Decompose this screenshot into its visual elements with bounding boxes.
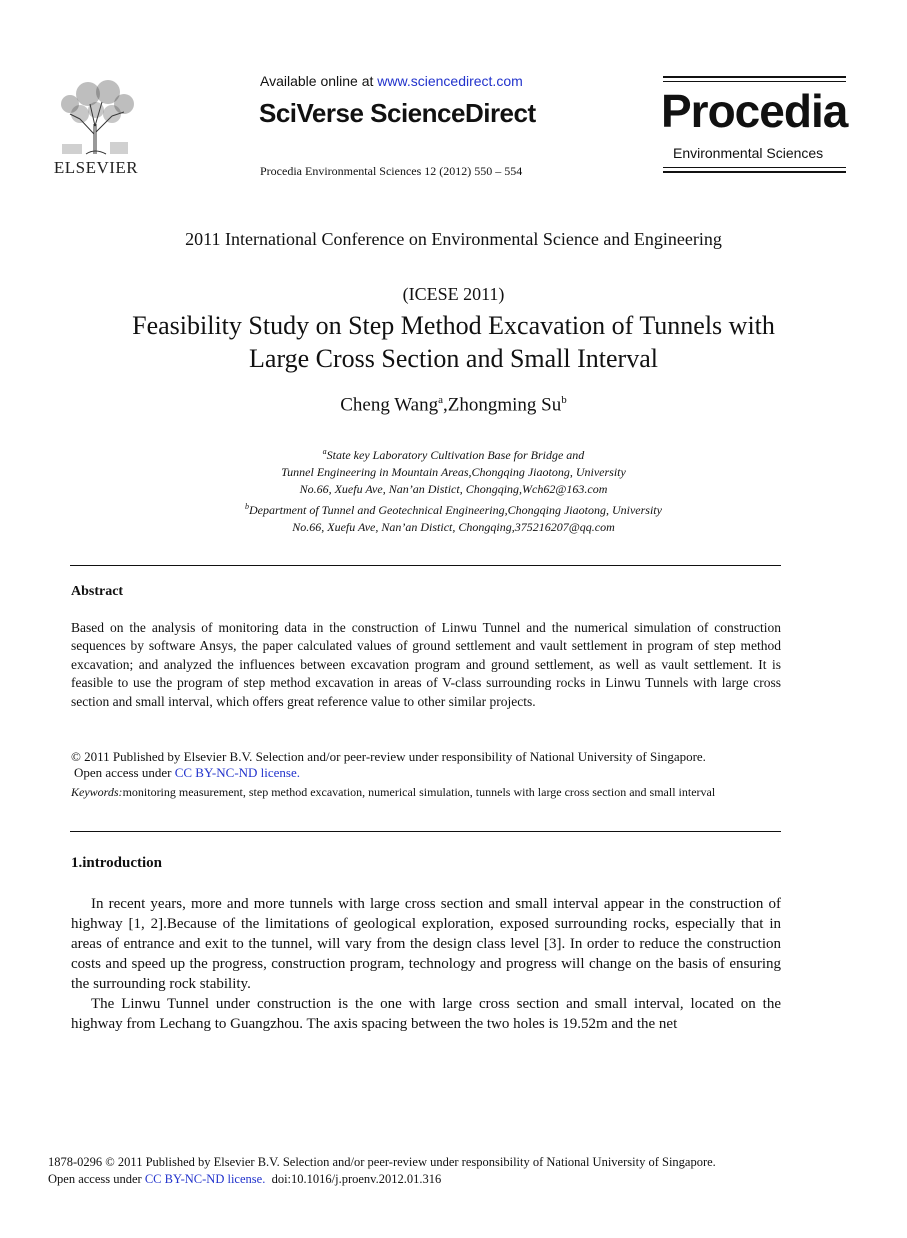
affil-a-marker: a bbox=[322, 447, 327, 456]
affil-a-text-1: State key Laboratory Cultivation Base for Bridge and bbox=[326, 448, 585, 462]
affiliations bbox=[0, 443, 907, 536]
brand-top-rule-2 bbox=[663, 81, 846, 82]
footer-license-link[interactable]: CC BY-NC-ND license. bbox=[144, 1172, 266, 1186]
keywords bbox=[71, 784, 761, 801]
author-1-affil: a bbox=[438, 394, 443, 406]
journal-reference: Procedia Environmental Sciences 12 (2012) 550 – 554 bbox=[260, 164, 523, 178]
abstract-top-rule bbox=[70, 565, 781, 566]
brand-bottom-rule-1 bbox=[663, 167, 846, 168]
introduction-body bbox=[71, 894, 781, 1034]
license-link[interactable]: CC BY-NC-ND license. bbox=[174, 765, 301, 780]
abstract-heading: Abstract bbox=[71, 584, 124, 599]
authors bbox=[0, 394, 907, 416]
author-2: Zhongming Su bbox=[447, 394, 562, 416]
abstract-bottom-rule bbox=[70, 831, 781, 832]
footer-license-line bbox=[48, 1172, 441, 1187]
intro-paragraph-1: In recent years, more and more tunnels with large cross section and small interval appear in the construction of highway [1, 2].Because of the limitations of geological exploration, exposed surrounding rocks, especially that in areas of entrance and exit to the tunnel, will vary from the design class level [3]. In order to reduce the construction costs and speed up the progress, construction program, technology and progress will change on the basis of ensuring the surrounding rock stability. bbox=[71, 896, 781, 992]
paper-title bbox=[50, 309, 857, 375]
procedia-brand: Procedia bbox=[661, 85, 848, 137]
conference-name: 2011 International Conference on Environmental Science and Engineering bbox=[185, 229, 722, 249]
publisher-wordmark: ELSEVIER bbox=[53, 158, 139, 177]
affil-a-line-3: No.66, Xuefu Ave, Nan’an Distict, Chongqing,Wch62@163.com bbox=[299, 482, 608, 496]
copyright-line: © 2011 Published by Elsevier B.V. Selection and/or peer-review under responsibility of National University of Singapore. bbox=[71, 749, 706, 764]
footer-doi: doi:10.1016/j.proenv.2012.01.316 bbox=[271, 1172, 442, 1186]
affil-b-marker: b bbox=[245, 502, 250, 511]
footer-copyright: 1878-0296 © 2011 Published by Elsevier B.V. Selection and/or peer-review under responsibility of National University of Singapore. bbox=[48, 1155, 716, 1169]
brand-top-rule-1 bbox=[663, 76, 846, 78]
open-access-line bbox=[74, 765, 300, 781]
open-access-prefix: Open access under bbox=[74, 765, 175, 780]
footer-open-access-prefix: Open access under bbox=[48, 1172, 145, 1186]
keywords-text: monitoring measurement, step method excavation, numerical simulation, tunnels with large cross section and small interval bbox=[122, 785, 716, 799]
affil-b-line-2: No.66, Xuefu Ave, Nan’an Distict, Chongqing,375216207@qq.com bbox=[292, 520, 615, 534]
introduction-heading: 1.introduction bbox=[71, 855, 162, 871]
platform-wordmark: SciVerse ScienceDirect bbox=[259, 98, 536, 128]
title-line-1: Feasibility Study on Step Method Excavation of Tunnels with bbox=[132, 311, 775, 340]
author-separator: , bbox=[443, 394, 448, 416]
intro-paragraph-2: The Linwu Tunnel under construction is the one with large cross section and small interval, located on the highway from Lechang to Guangzhou. The axis spacing between the two holes is 19.52m and the net bbox=[71, 996, 781, 1032]
affil-a-line-2: Tunnel Engineering in Mountain Areas,Chongqing Jiaotong, University bbox=[281, 465, 626, 479]
conference-acronym: (ICESE 2011) bbox=[402, 284, 505, 304]
abstract-text: Based on the analysis of monitoring data in the construction of Linwu Tunnel and the numerical simulation of construction sequences by software Ansys, the paper calculated values of ground settlement and vault settlement in program of step method excavation; and analyzed the influences between excavation program and ground settlement, as well as vault settlement. It is feasible to use the program of step method excavation in areas of V-class surrounding rocks in Linwu Tunnels with large cross section and small interval, which offers great reference value to other similar projects. bbox=[71, 620, 781, 709]
title-line-2: Large Cross Section and Small Interval bbox=[249, 344, 658, 373]
sciencedirect-link[interactable]: www.sciencedirect.com bbox=[377, 73, 523, 89]
availability-line bbox=[260, 73, 523, 89]
affil-b-text-1: Department of Tunnel and Geotechnical Engineering,Chongqing Jiaotong, University bbox=[249, 503, 662, 517]
procedia-brand-subtitle: Environmental Sciences bbox=[673, 145, 824, 161]
affil-b-line-1 bbox=[0, 498, 907, 519]
brand-bottom-rule-2 bbox=[663, 171, 846, 173]
author-1: Cheng Wang bbox=[340, 394, 439, 416]
keywords-label: Keywords: bbox=[71, 785, 123, 799]
author-2-affil: b bbox=[561, 394, 567, 406]
availability-prefix: Available online at bbox=[260, 73, 378, 89]
affil-a-line-1 bbox=[0, 443, 907, 464]
